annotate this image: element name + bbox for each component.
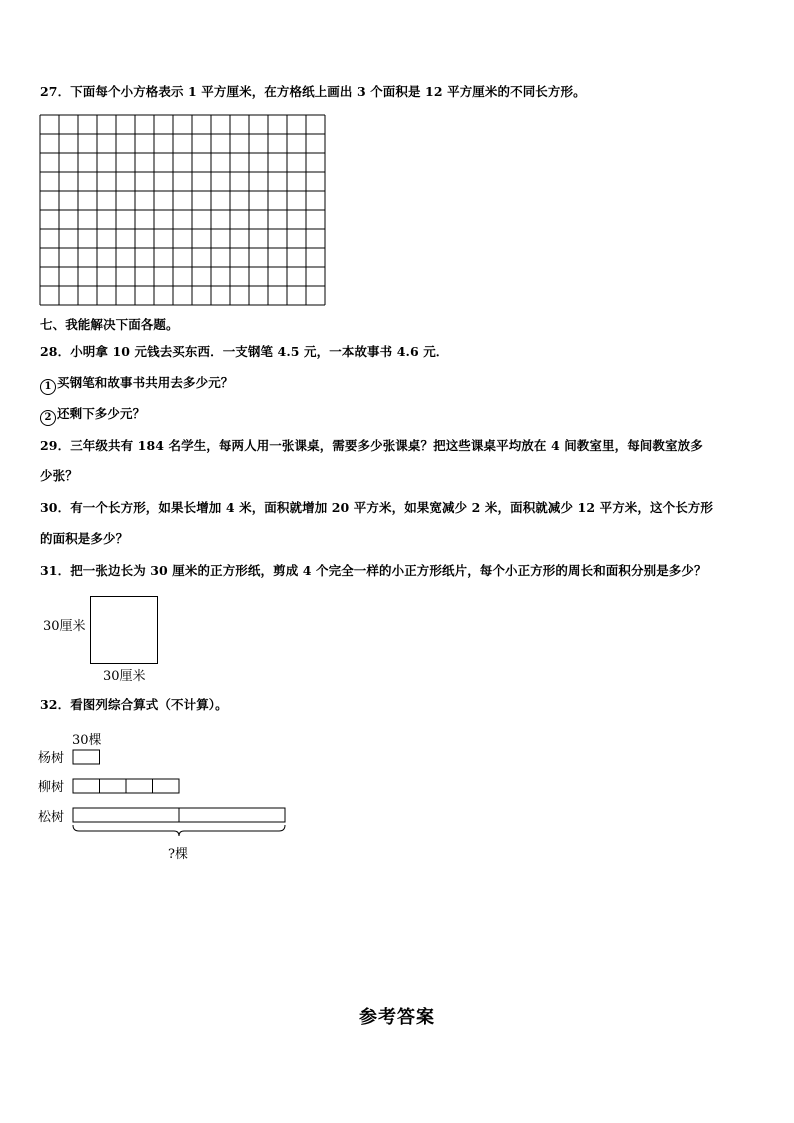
answer-title: 参考答案	[359, 1007, 435, 1028]
q29-line1: 29．三年级共有 184 名学生，每两人用一张课桌，需要多少张课桌？把这些课桌平均放在 4 间教室里，每间教室放多	[40, 438, 703, 453]
bar-poplar	[73, 750, 100, 764]
question-label: ?棵	[168, 847, 188, 862]
q28-sub1	[40, 375, 233, 395]
unit-label: 30棵	[72, 733, 102, 748]
q28-sub2-text: 还剩下多少元？	[57, 406, 146, 421]
row-label-willow: 柳树	[38, 780, 65, 795]
circled-number-2: 2	[40, 410, 56, 426]
square-grid	[39, 114, 326, 310]
segment-bar-diagram	[70, 745, 310, 845]
row-label-pine: 松树	[38, 810, 65, 825]
q29-line2: 少张？	[40, 468, 78, 483]
q28-text: 28．小明拿 10 元钱去买东西．一支钢笔 4.5 元，一本故事书 4.6 元．	[40, 344, 449, 359]
big-square	[90, 596, 158, 664]
q30-line1: 30．有一个长方形，如果长增加 4 米，面积就增加 20 平方米，如果宽减少 2 米，面积就减少 12 平方米，这个长方形	[40, 500, 713, 515]
circled-number-1: 1	[40, 379, 56, 395]
square-side-label: 30厘米	[43, 619, 86, 634]
q30-line2: 的面积是多少？	[40, 531, 129, 546]
q32-text: 32．看图列综合算式（不计算）。	[40, 697, 228, 712]
q28-sub1-text: 买钢笔和故事书共用去多少元？	[57, 375, 234, 390]
q27-text: 27．下面每个小方格表示 1 平方厘米，在方格纸上画出 3 个面积是 12 平方厘米的不同长方形。	[40, 84, 586, 99]
q31-text: 31．把一张边长为 30 厘米的正方形纸，剪成 4 个完全一样的小正方形纸片，每个小正方形的周长和面积分别是多少？	[40, 563, 707, 578]
total-brace	[73, 825, 285, 836]
section-7-title: 七、我能解决下面各题。	[40, 317, 179, 332]
q28-sub2	[40, 406, 145, 426]
row-label-poplar: 杨树	[38, 751, 65, 766]
grid-svg	[39, 114, 326, 306]
square-bottom-label: 30厘米	[103, 669, 146, 684]
